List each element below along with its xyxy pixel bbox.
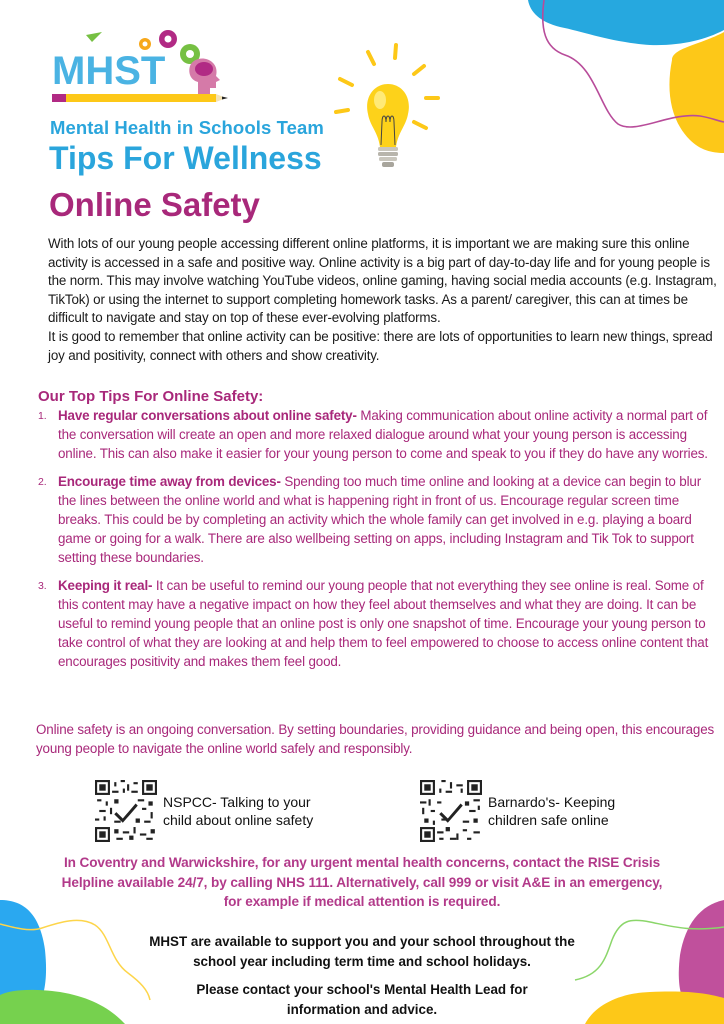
- pink-curve-top-right: [543, 0, 724, 127]
- availability-notice: [110, 932, 614, 972]
- blue-blob-top-right: [528, 0, 724, 45]
- tip-item: [38, 576, 718, 671]
- series-title: Tips For Wellness: [49, 140, 322, 176]
- logo-text: MHST: [52, 49, 166, 93]
- closing-paragraph: Online safety is an ongoing conversation. By setting boundaries, providing guidance and being open, this encourages young people to navigate the online world safely and responsibly.: [36, 722, 715, 756]
- green-blob-bottom-left: [0, 990, 125, 1024]
- resource-label-line: children safe online: [488, 812, 609, 828]
- gear-icon-magenta: [159, 30, 177, 48]
- brain-icon: [195, 62, 213, 76]
- crisis-line: Helpline available 24/7, by calling NHS 111. Alternatively, call 999 or visit A&E in an emergency,: [61, 874, 663, 890]
- pencil-body: [66, 94, 216, 102]
- tip-number: 2.: [38, 476, 47, 488]
- blue-blob-bottom-left: [0, 900, 46, 1024]
- mhst-logo: [50, 22, 240, 112]
- tip-title: Keeping it real-: [58, 578, 153, 593]
- tip-item: [38, 406, 718, 463]
- lightbulb-icon: [328, 42, 448, 172]
- qr-code-icon[interactable]: [95, 780, 157, 842]
- tip-text: It can be useful to remind our young people that not everything they see online is real. Some of this content may have a negative impact on how they feel about themselves and what they are doing. It can be useful to remind young people that an online post is only one snapshot of time. Encourage your young person to take control of what they are looking at and help them to feel empowered to choose to access online content that encourages positivity and makes them feel good.: [58, 578, 709, 669]
- pencil-eraser: [52, 94, 66, 102]
- qr-code-icon[interactable]: [420, 780, 482, 842]
- tip-number: 3.: [38, 580, 47, 592]
- resource-nspcc[interactable]: [95, 780, 313, 842]
- team-name: Mental Health in Schools Team: [50, 117, 324, 138]
- paper-plane-icon: [86, 32, 102, 42]
- tip-item: [38, 472, 718, 567]
- tip-text: Spending too much time online and looking at a device can begin to blur the lines between the online world and what is happening right in front of us. Encourage regular screen time breaks. This could be by completing an activity which the whole family can get involved in e.g. playing a board game or going for a walk. There are also wellbeing setting on apps, including Instagram and Tik Tok to support setting these boundaries.: [58, 474, 701, 565]
- resource-label[interactable]: [488, 793, 615, 829]
- tip-number: 1.: [38, 410, 47, 422]
- intro-text: [48, 235, 720, 365]
- crisis-helpline-notice: [20, 853, 704, 912]
- resource-label-line: NSPCC- Talking to your: [163, 794, 311, 810]
- contact-notice: [110, 980, 614, 1020]
- availability-line: MHST are available to support you and your school throughout the: [149, 934, 575, 949]
- tip-text: Making communication about online activity a normal part of the conversation will create an open and more relaxed dialogue around what your young person is accessing online. This can also make it easier for your young person to come and speak to you if they do have any worries.: [58, 408, 708, 461]
- resource-label-line: child about online safety: [163, 812, 314, 828]
- tips-list: [38, 406, 718, 680]
- yellow-blob-top-right: [669, 32, 724, 153]
- intro-paragraph-2: It is good to remember that online activity can be positive: there are lots of opportunities to learn new things, spread joy and positivity, connect with others and show creativity.: [48, 328, 713, 363]
- intro-paragraph-1: With lots of our young people accessing different online platforms, it is important we are making sure this online activity is accessed in a safe and positive way. Online activity is a big part of day-to-day life and for young people is the norm. This may involve watching YouTube videos, online gaming, having social media accounts (e.g. Instagram, TikTok) or using the internet to support completing homework tasks. As a parent/ caregiver, this can at times be difficult to navigate and stay on top of these ever-evolving platforms.: [48, 236, 717, 326]
- tips-heading: Our Top Tips For Online Safety:: [38, 388, 264, 405]
- pink-blob-bottom-right: [679, 900, 724, 1000]
- resource-barnardos[interactable]: [420, 780, 615, 842]
- availability-line: school year including term time and school holidays.: [193, 954, 531, 969]
- resource-label[interactable]: [163, 793, 313, 829]
- crisis-line: for example if medical attention is required.: [223, 894, 501, 909]
- tip-title: Have regular conversations about online safety-: [58, 408, 357, 423]
- contact-line: Please contact your school's Mental Health Lead for: [196, 982, 528, 997]
- crisis-line: In Coventry and Warwickshire, for any urgent mental health concerns, contact the RISE Crisis: [63, 855, 661, 870]
- page-title: Online Safety: [49, 186, 260, 223]
- tip-title: Encourage time away from devices-: [58, 474, 281, 489]
- contact-line: information and advice.: [286, 1002, 438, 1017]
- resource-label-line: Barnardo's- Keeping: [488, 794, 616, 810]
